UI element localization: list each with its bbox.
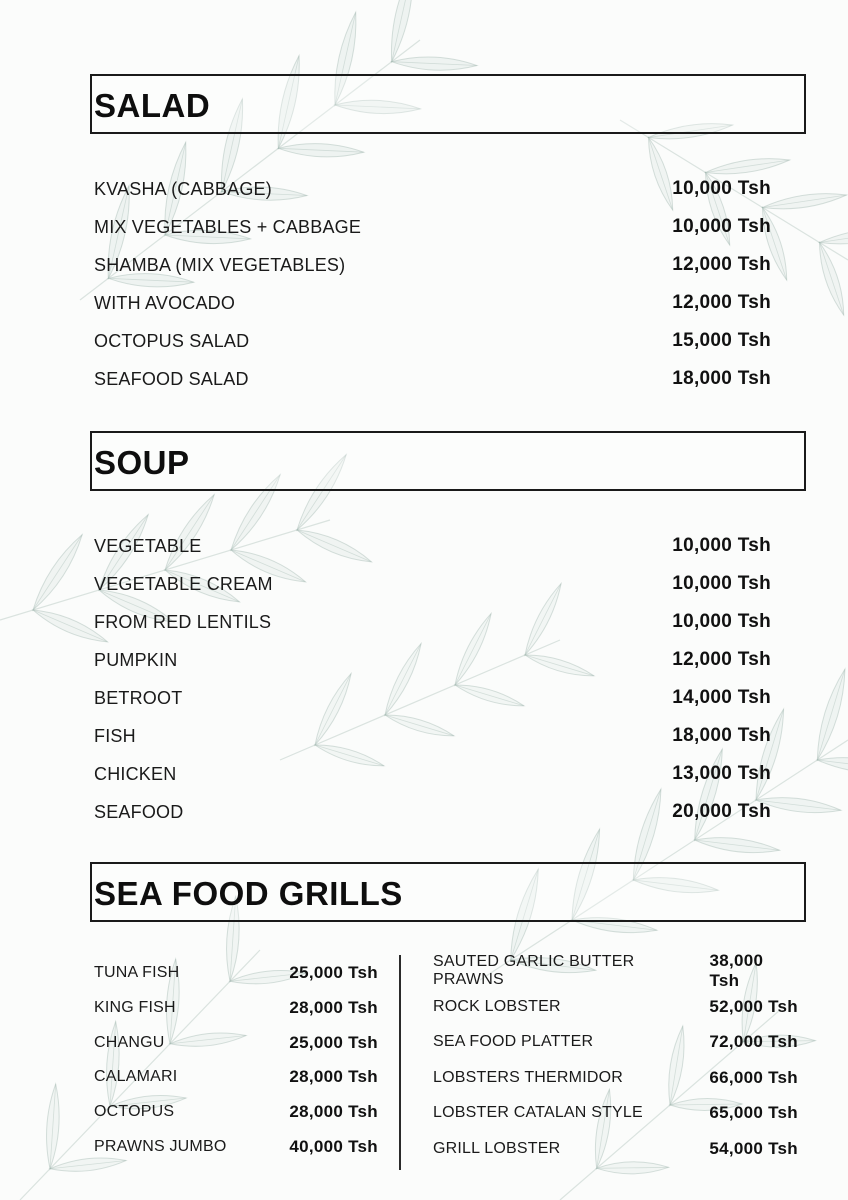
- leaf-shape: [44, 1084, 62, 1170]
- soup-header-box: [90, 431, 806, 491]
- menu-item: [94, 1064, 378, 1090]
- menu-item-price: 10,000 Tsh: [672, 573, 771, 594]
- menu-item: [94, 1030, 378, 1056]
- menu-item: [94, 570, 771, 598]
- menu-item-price: 38,000 Tsh: [709, 951, 764, 990]
- menu-item-name: PUMPKIN: [94, 649, 178, 670]
- menu-item: [94, 722, 771, 750]
- column-divider: [399, 955, 401, 1170]
- menu-item-price: 14,000 Tsh: [672, 687, 771, 708]
- menu-item: [94, 213, 771, 241]
- menu-item: [94, 327, 771, 355]
- menu-item-price: 25,000 Tsh: [289, 963, 378, 982]
- menu-item-price: 12,000 Tsh: [672, 649, 771, 670]
- menu-item: [94, 608, 771, 636]
- menu-item-price: 13,000 Tsh: [672, 763, 771, 784]
- menu-item-name: SEA FOOD PLATTER: [433, 1033, 594, 1050]
- menu-item-name: WITH AVOCADO: [94, 292, 236, 313]
- menu-item-name: VEGETABLE CREAM: [94, 573, 273, 594]
- menu-item: [94, 960, 378, 986]
- menu-item-price: 12,000 Tsh: [672, 254, 771, 275]
- menu-item: [94, 760, 771, 788]
- menu-item-name: KING FISH: [94, 998, 176, 1016]
- menu-item-price: 10,000 Tsh: [672, 535, 771, 556]
- menu-item-price: 18,000 Tsh: [672, 725, 771, 746]
- menu-item-price: 66,000 Tsh: [709, 1067, 798, 1087]
- menu-item-price: 52,000 Tsh: [709, 996, 798, 1016]
- menu-item: [94, 251, 771, 279]
- menu-item-name: CALAMARI: [94, 1068, 178, 1086]
- menu-item: [433, 951, 798, 990]
- leaf-shape: [597, 1161, 669, 1174]
- menu-item-name: SEAFOOD: [94, 801, 184, 822]
- menu-item: [94, 684, 771, 712]
- menu-item: [94, 995, 378, 1021]
- menu-item-name: GRILL LOBSTER: [433, 1139, 561, 1157]
- menu-item: [94, 798, 771, 826]
- menu-item-price: 15,000 Tsh: [672, 330, 771, 351]
- menu-item: [433, 1029, 798, 1055]
- soup-title: SOUP: [94, 444, 190, 481]
- menu-item-name: OCTOPUS: [94, 1103, 175, 1121]
- menu-item: [433, 1100, 798, 1126]
- leaf-shape: [694, 834, 780, 857]
- menu-item-price: 12,000 Tsh: [672, 292, 771, 313]
- menu-item: [94, 1134, 378, 1160]
- menu-item: [94, 289, 771, 317]
- menu-item-name: LOBSTERS THERMIDOR: [433, 1068, 623, 1086]
- menu-item: [94, 646, 771, 674]
- menu-item-name: SEAFOOD SALAD: [94, 368, 249, 389]
- menu-item-price: 28,000 Tsh: [289, 1102, 378, 1122]
- menu-item-price: 20,000 Tsh: [672, 801, 771, 822]
- menu-item-price: 28,000 Tsh: [289, 997, 378, 1017]
- menu-item-price: 10,000 Tsh: [672, 178, 771, 199]
- menu-item: [94, 532, 771, 560]
- leaf-shape: [28, 531, 88, 613]
- menu-item-price: 28,000 Tsh: [289, 1067, 378, 1087]
- menu-item-name: SHAMBA (MIX VEGETABLES): [94, 254, 346, 275]
- menu-item-name: KVASHA (CABBAGE): [94, 178, 272, 199]
- menu-item-name: TUNA FISH: [94, 964, 180, 981]
- menu-item: [94, 175, 771, 203]
- menu-item-name: FISH: [94, 725, 136, 746]
- menu-item-name: ROCK LOBSTER: [433, 997, 561, 1015]
- menu-item-name: CHICKEN: [94, 763, 177, 784]
- menu-item-name: LOBSTER CATALAN STYLE: [433, 1104, 643, 1121]
- menu-item-price: 40,000 Tsh: [289, 1137, 378, 1156]
- menu-item-name: VEGETABLE: [94, 535, 202, 556]
- menu-item-name: OCTOPUS SALAD: [94, 330, 250, 351]
- menu-item-name: CHANGU: [94, 1033, 165, 1051]
- menu-item: [433, 1065, 798, 1091]
- menu-item-price: 54,000 Tsh: [709, 1138, 798, 1158]
- grills-title: SEA FOOD GRILLS: [94, 875, 403, 912]
- menu-item: [433, 994, 798, 1020]
- leaf-shape: [814, 241, 848, 317]
- leaf-shape: [278, 142, 364, 159]
- menu-item-name: PRAWNS JUMBO: [94, 1138, 227, 1155]
- menu-item-name: MIX VEGETABLES + CABBAGE: [94, 216, 362, 237]
- menu-item-price: 18,000 Tsh: [672, 368, 771, 389]
- menu-item-name: SAUTED GARLIC BUTTER PRAWNS: [433, 953, 635, 988]
- leaf-shape: [811, 667, 848, 762]
- menu-item: [433, 1136, 798, 1162]
- menu-item-name: BETROOT: [94, 687, 183, 708]
- menu-item: [94, 365, 771, 393]
- menu-item-name: FROM RED LENTILS: [94, 611, 272, 632]
- menu-item-price: 65,000 Tsh: [709, 1103, 798, 1122]
- leaf-shape: [391, 55, 477, 72]
- leaf-shape: [762, 189, 848, 213]
- menu-item-price: 72,000 Tsh: [709, 1032, 798, 1051]
- menu-item-price: 25,000 Tsh: [289, 1032, 378, 1052]
- menu-item-price: 10,000 Tsh: [672, 216, 771, 237]
- salad-title: SALAD: [94, 87, 211, 124]
- menu-item: [94, 1099, 378, 1125]
- menu-item-price: 10,000 Tsh: [672, 611, 771, 632]
